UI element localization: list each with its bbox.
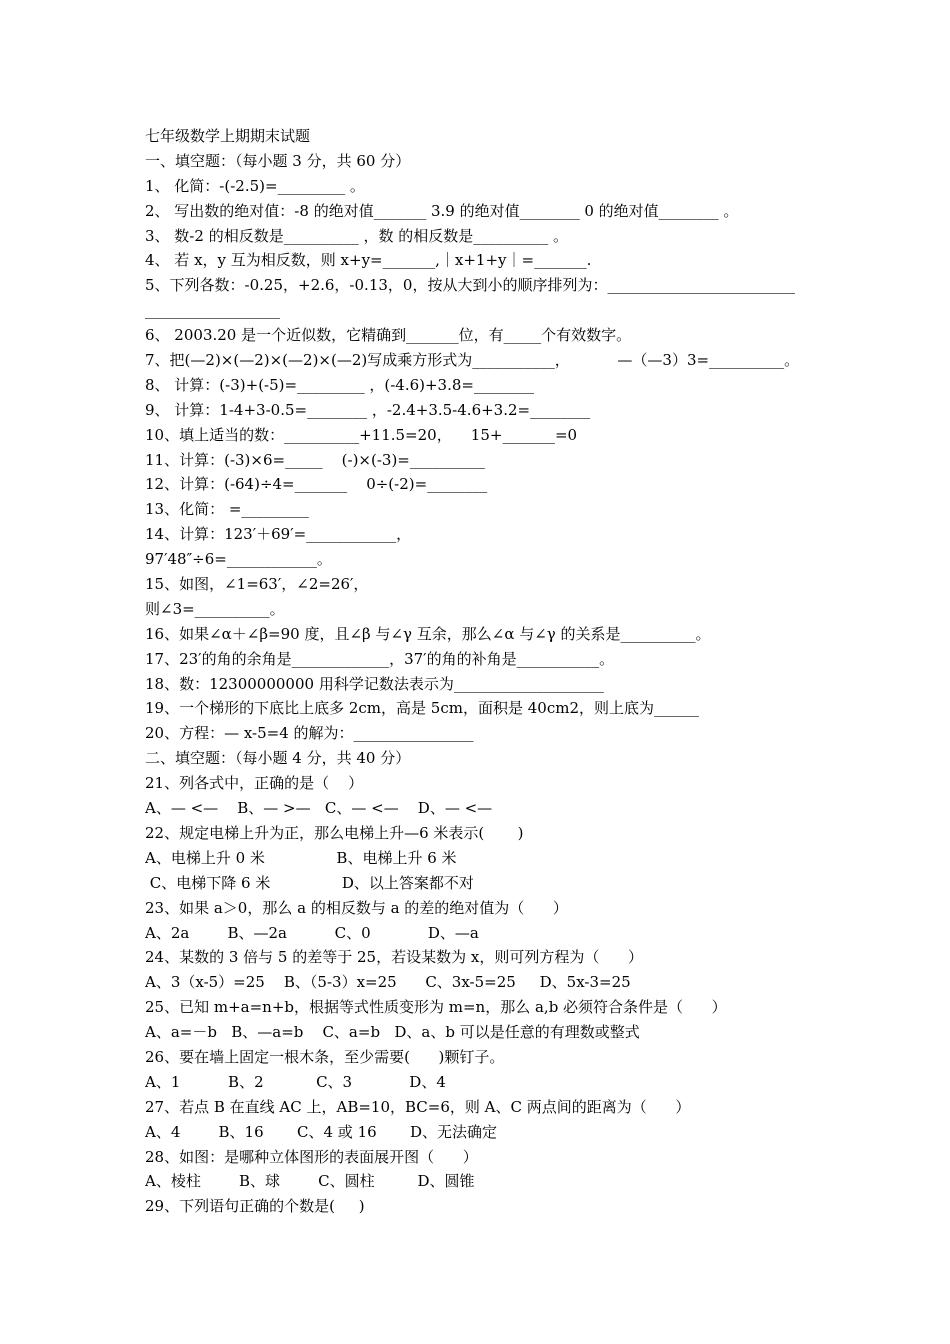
question-29: 29、下列语句正确的个数是( ): [145, 1197, 365, 1216]
question-4: 4、 若 x，y 互为相反数，则 x+y=_______,｜x+1+y｜=_______.: [145, 251, 592, 270]
question-26-options: A、1 B、2 C、3 D、4: [145, 1072, 446, 1091]
question-22: 22、规定电梯上升为正，那么电梯上升—6 米表示( ): [145, 823, 524, 842]
question-15: 15、如图，∠1=63′，∠2=26′，: [145, 575, 369, 594]
question-21-options: A、— <— B、— >— C、— <— D、— <—: [145, 799, 493, 818]
question-14: 14、计算：123′＋69′=____________，: [145, 525, 412, 544]
question-12: 12、计算：(-64)÷4=_______ 0÷(-2)=________: [145, 475, 488, 494]
question-24: 24、某数的 3 倍与 5 的差等于 25，若设某数为 x，则可列方程为（ ）: [145, 948, 643, 967]
question-15-continued: 则∠3=__________。: [145, 599, 285, 618]
question-22-options-ab: A、电梯上升 0 米 B、电梯上升 6 米: [145, 848, 457, 867]
question-5-continued: __________________: [145, 301, 280, 320]
question-11: 11、计算：(-3)×6=_____ (-)×(-3)=__________: [145, 450, 485, 469]
question-14-continued: 97′48″÷6=____________。: [145, 550, 332, 569]
question-27: 27、若点 B 在直线 AC 上，AB=10，BC=6，则 A、C 两点间的距离为（ ）: [145, 1097, 691, 1116]
question-21: 21、列各式中，正确的是（ ）: [145, 774, 364, 793]
question-16: 16、如果∠α＋∠β=90 度，且∠β 与∠γ 互余，那么∠α 与∠γ 的关系是__________。: [145, 624, 711, 643]
question-27-options: A、4 B、16 C、4 或 16 D、无法确定: [145, 1122, 498, 1141]
question-1: 1、 化简：-(-2.5)=_________ 。: [145, 176, 365, 195]
question-28-options: A、棱柱 B、球 C、圆柱 D、圆锥: [145, 1172, 475, 1191]
question-28: 28、如图：是哪种立体图形的表面展开图（ ）: [145, 1147, 478, 1166]
section-heading-1: 一、填空题：（每小题 3 分，共 60 分）: [145, 151, 411, 170]
question-20: 20、方程：— x-5=4 的解为：________________: [145, 724, 474, 743]
question-23: 23、如果 a＞0，那么 a 的相反数与 a 的差的绝对值为（ ）: [145, 898, 568, 917]
question-25: 25、已知 m+a=n+b，根据等式性质变形为 m=n，那么 a,b 必须符合条件是（ ）: [145, 998, 727, 1017]
question-8: 8、 计算：(-3)+(-5)=_________ ，(-4.6)+3.8=________: [145, 375, 534, 394]
section-heading-2: 二、填空题：（每小题 4 分，共 40 分）: [145, 749, 411, 768]
question-18: 18、数：12300000000 用科学记数法表示为____________________: [145, 674, 604, 693]
question-22-options-cd: C、电梯下降 6 米 D、以上答案都不对: [145, 873, 474, 892]
question-13: 13、化简： =_________: [145, 500, 309, 519]
exam-title: 七年级数学上期期末试题: [145, 127, 311, 145]
question-5: 5、下列各数：-0.25，+2.6，-0.13，0，按从大到小的顺序排列为：_________________________: [145, 276, 795, 295]
question-2: 2、 写出数的绝对值：-8 的绝对值_______ 3.9 的绝对值________ 0 的绝对值________ 。: [145, 201, 739, 220]
question-9: 9、 计算：1-4+3-0.5=________ ，-2.4+3.5-4.6+3.2=________: [145, 400, 591, 419]
question-24-options: A、3（x-5）=25 B、（5-3）x=25 C、3x-5=25 D、5x-3=25: [145, 973, 631, 992]
question-7: 7、把(—2)×(—2)×(—2)×(—2)写成乘方形式为___________， —（—3）3=__________。: [145, 351, 800, 370]
question-3: 3、 数-2 的相反数是__________ ，数 的相反数是__________ 。: [145, 226, 568, 245]
question-23-options: A、2a B、—2a C、0 D、—a: [145, 923, 479, 942]
exam-content: [145, 124, 835, 1219]
question-26: 26、要在墙上固定一根木条，至少需要( )颗钉子。: [145, 1047, 505, 1066]
question-25-options: A、a=－b B、—a=b C、a=b D、a、b 可以是任意的有理数或整式: [145, 1023, 640, 1042]
question-17: 17、23′的角的余角是_____________，37′的角的补角是___________。: [145, 649, 615, 668]
question-19: 19、一个梯形的下底比上底多 2cm，高是 5cm，面积是 40cm2，则上底为______: [145, 699, 699, 718]
question-10: 10、填上适当的数：__________+11.5=20， 15+_______=0: [145, 425, 578, 444]
question-6: 6、 2003.20 是一个近似数，它精确到_______位，有_____个有效数字。: [145, 326, 632, 345]
